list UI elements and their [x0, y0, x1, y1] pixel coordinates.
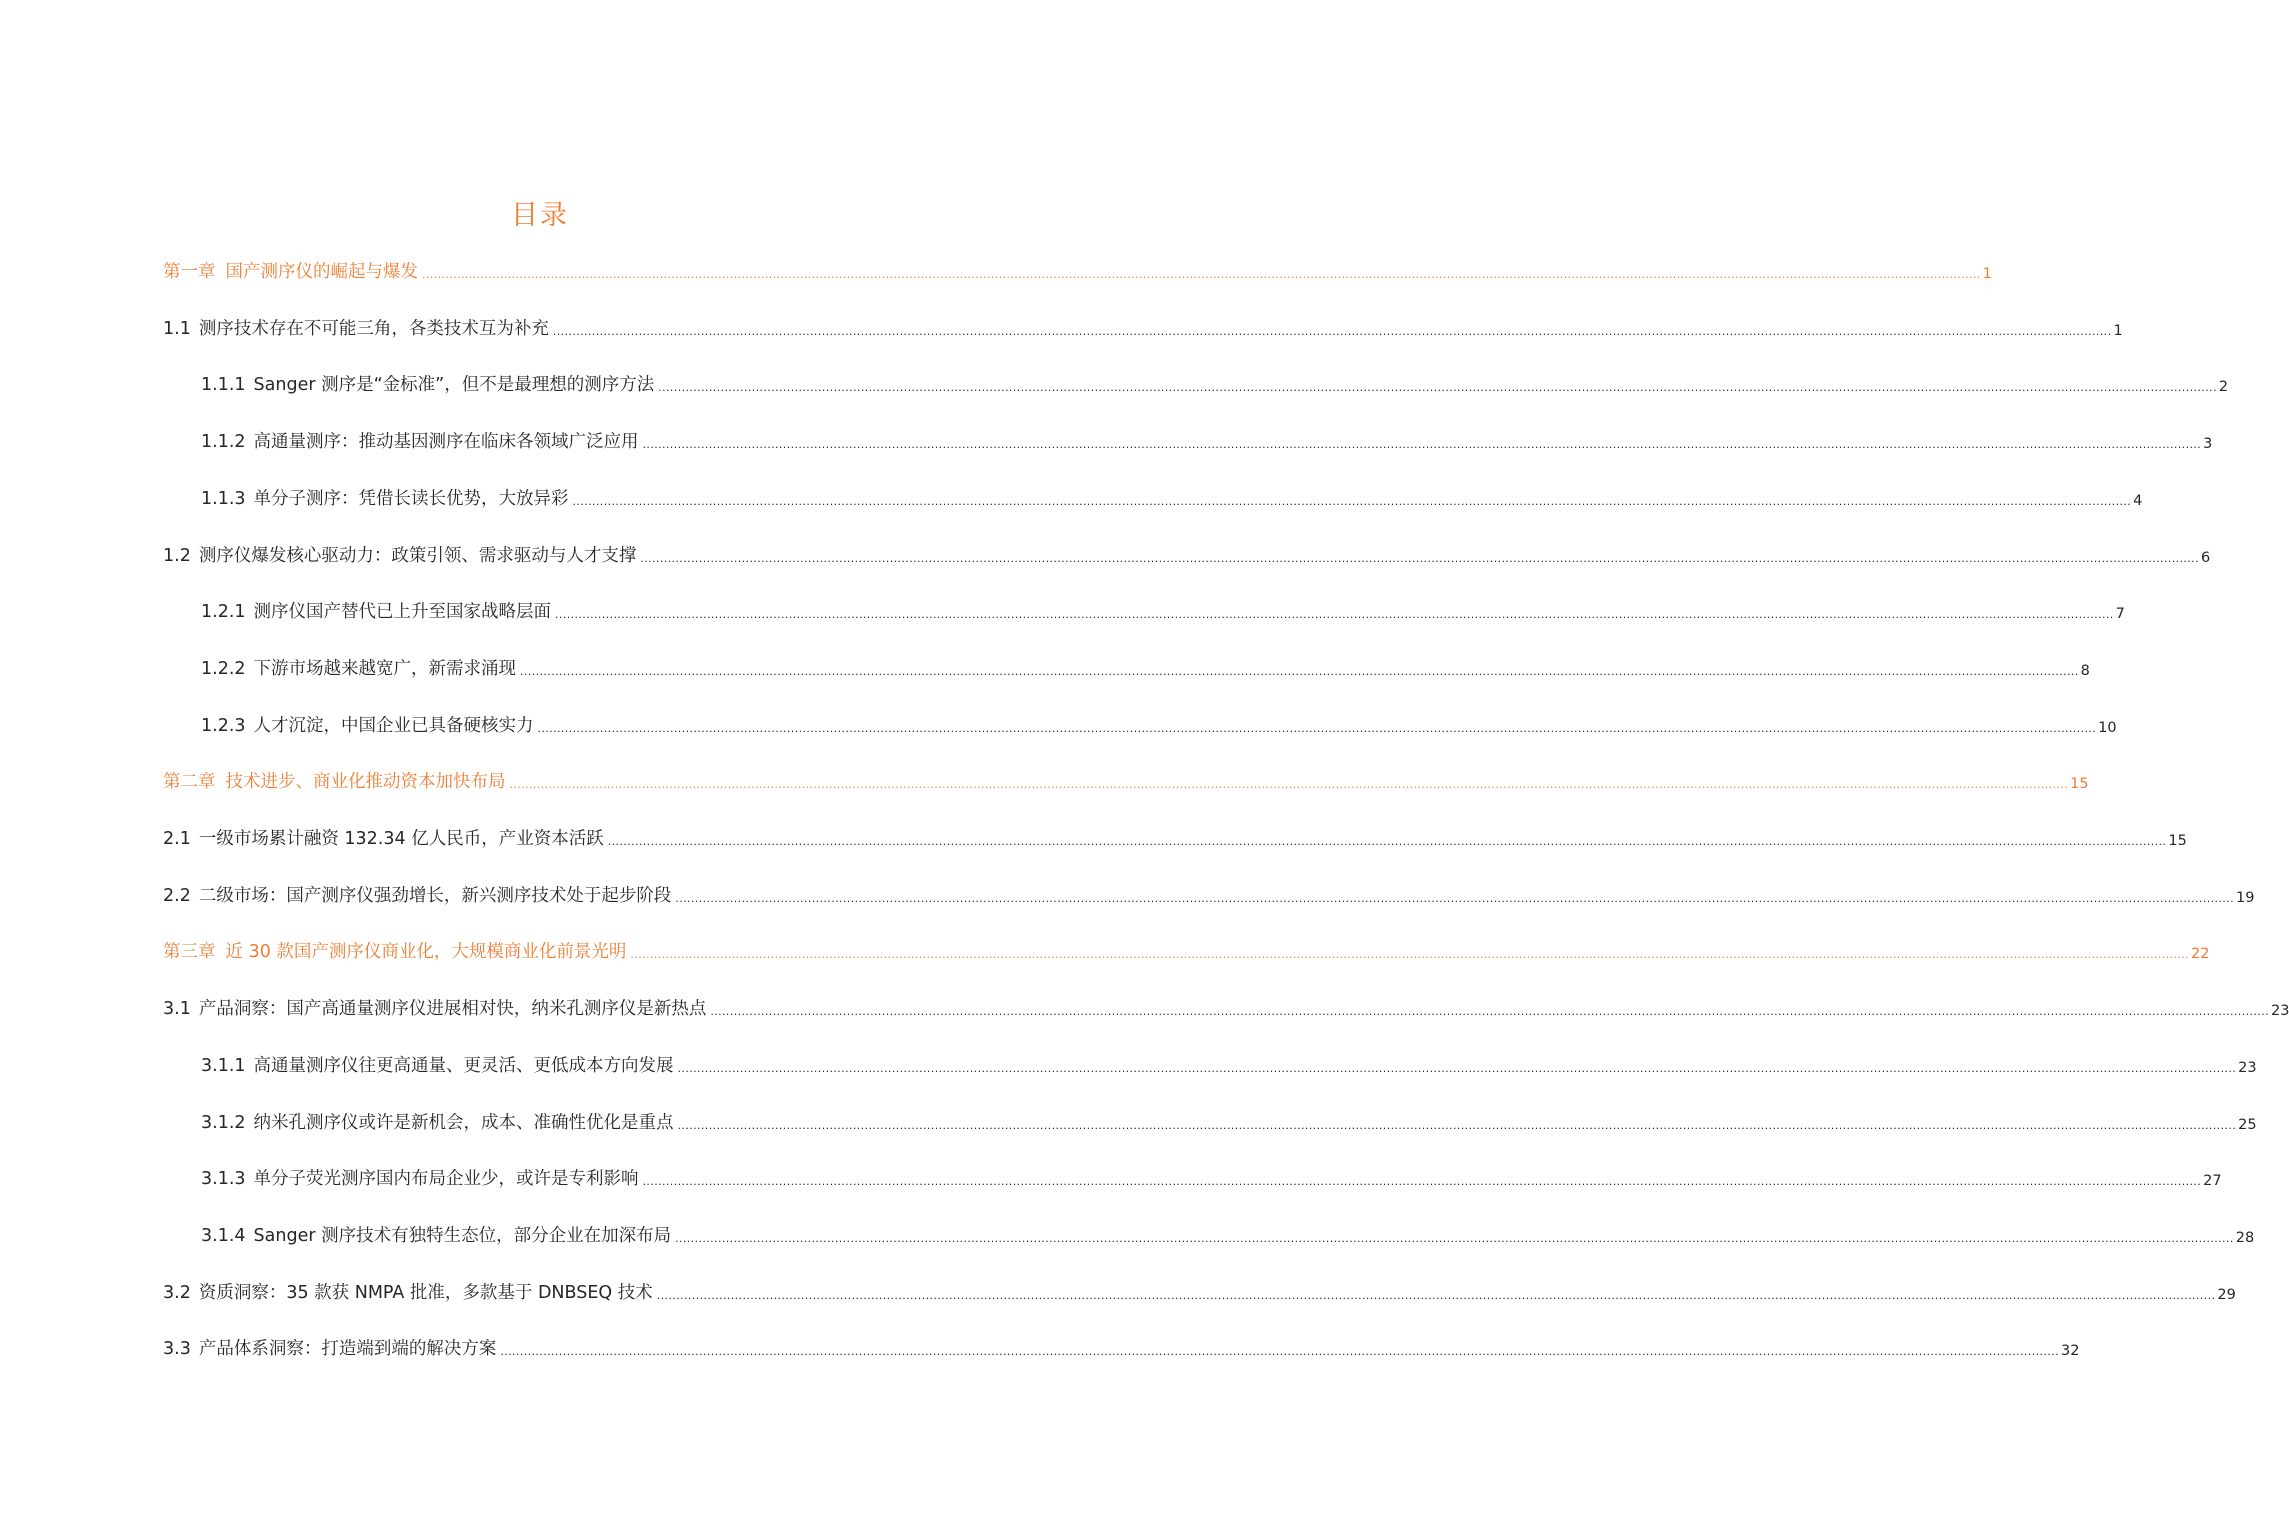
toc-entry-chapter[interactable]: [163, 257, 1992, 287]
toc-entry-text: Sanger 测序是“金标准”，但不是最理想的测序方法: [253, 375, 655, 396]
toc-page-number: 3: [2203, 436, 2213, 453]
toc-entry-number: 第三章: [163, 942, 216, 963]
toc-entry-text: 二级市场：国产测序仪强劲增长，新兴测序技术处于起步阶段: [198, 885, 672, 906]
toc-entry-text: 高通量测序仪往更高通量、更灵活、更低成本方向发展: [253, 1055, 674, 1076]
toc-title: 目录: [511, 200, 569, 231]
toc-dot-leader: ................................................................................................................................................................................................................................................................................................................................................................................................................: [658, 381, 2217, 395]
toc-entry-label: [163, 314, 549, 344]
toc-dot-leader: ................................................................................................................................................................................................................................................................................................................................................................................................................: [656, 1288, 2216, 1302]
toc-entry-text: Sanger 测序技术有独特生态位，部分企业在加深布局: [253, 1225, 672, 1246]
toc-dot-leader: ................................................................................................................................................................................................................................................................................................................................................................................................................: [422, 268, 1981, 281]
toc-entry-section[interactable]: [163, 994, 2289, 1024]
toc-entry-text: 高通量测序：推动基因测序在临床各领域广泛应用: [253, 432, 639, 453]
toc-page-number: 28: [2235, 1229, 2255, 1246]
toc-entry-text: 人才沉淀，中国企业已具备硬核实力: [253, 715, 534, 736]
toc-entry-text: 技术进步、商业化推动资本加快布局: [225, 772, 506, 793]
toc-page-number: 27: [2203, 1173, 2222, 1190]
toc-entry-text: 单分子测序：凭借长读长优势，大放异彩: [253, 488, 569, 509]
toc-entry-number: 1.1.3: [201, 488, 246, 509]
toc-entry-label: [163, 824, 604, 854]
toc-dot-leader: ................................................................................................................................................................................................................................................................................................................................................................................................................: [572, 494, 2132, 508]
toc-entry-number: 3.1.1: [201, 1055, 246, 1076]
toc-dot-leader: ................................................................................................................................................................................................................................................................................................................................................................................................................: [677, 1061, 2237, 1075]
toc-page-number: 10: [2098, 719, 2117, 736]
toc-page-number: 23: [2270, 1003, 2289, 1020]
toc-page-number: 23: [2238, 1059, 2257, 1076]
toc-dot-leader: ................................................................................................................................................................................................................................................................................................................................................................................................................: [509, 778, 2069, 792]
toc-entry-number: 2.2: [163, 885, 191, 906]
toc-dot-leader: ................................................................................................................................................................................................................................................................................................................................................................................................................: [640, 551, 2199, 565]
toc-entry-subsection[interactable]: [201, 1221, 2255, 1251]
toc-dot-leader: ................................................................................................................................................................................................................................................................................................................................................................................................................: [537, 721, 2097, 735]
toc-entry-text: 产品洞察：国产高通量测序仪进展相对快，纳米孔测序仪是新热点: [198, 999, 707, 1020]
toc-entry-subsection[interactable]: [201, 1108, 2257, 1138]
toc-entry-section[interactable]: [163, 881, 2255, 911]
toc-entry-label: [201, 597, 551, 627]
toc-entry-subsection[interactable]: [201, 711, 2117, 741]
toc-entry-section[interactable]: [163, 541, 2211, 571]
toc-entry-section[interactable]: [163, 1334, 2080, 1364]
toc-entry-label: [201, 370, 654, 400]
toc-page-number: 1: [2113, 322, 2123, 339]
toc-entry-label: [201, 654, 516, 684]
toc-dot-leader: ................................................................................................................................................................................................................................................................................................................................................................................................................: [677, 1118, 2237, 1132]
toc-entry-number: 3.1: [163, 999, 191, 1020]
toc-entry-number: 1.2.1: [201, 602, 246, 623]
toc-entry-text: 测序仪爆发核心驱动力：政策引领、需求驱动与人才支撑: [198, 545, 637, 566]
toc-entry-number: 1.2.3: [201, 715, 246, 736]
toc-entry-text: 单分子荧光测序国内布局企业少，或许是专利影响: [253, 1169, 639, 1190]
toc-entry-text: 产品体系洞察：打造端到端的解决方案: [198, 1339, 497, 1360]
toc-entry-text: 测序技术存在不可能三角，各类技术互为补充: [198, 318, 549, 339]
toc-entry-text: 国产测序仪的崛起与爆发: [225, 262, 418, 282]
toc-dot-leader: ................................................................................................................................................................................................................................................................................................................................................................................................................: [500, 1345, 2059, 1359]
toc-entry-label: [201, 484, 569, 514]
toc-entry-label: [201, 711, 534, 741]
toc-entry-text: 测序仪国产替代已上升至国家战略层面: [253, 602, 552, 623]
toc-entry-label: [201, 1164, 639, 1194]
toc-entry-section[interactable]: [163, 314, 2123, 344]
toc-entry-number: 3.3: [163, 1339, 191, 1360]
toc-entry-number: 1.2.2: [201, 658, 246, 679]
toc-entry-number: 3.1.2: [201, 1112, 246, 1133]
toc-entry-section[interactable]: [163, 824, 2187, 854]
toc-dot-leader: ................................................................................................................................................................................................................................................................................................................................................................................................................: [675, 1231, 2234, 1245]
toc-entry-label: [163, 994, 706, 1024]
toc-entry-label: [163, 937, 626, 967]
toc-entry-number: 3.1.3: [201, 1169, 246, 1190]
toc-page-number: 8: [2080, 662, 2090, 679]
toc-page-number: 25: [2238, 1116, 2257, 1133]
toc-entry-label: [201, 1108, 674, 1138]
toc-page-number: 15: [2168, 833, 2187, 849]
toc-dot-leader: ................................................................................................................................................................................................................................................................................................................................................................................................................: [642, 1175, 2202, 1189]
toc-dot-leader: ................................................................................................................................................................................................................................................................................................................................................................................................................: [520, 664, 2079, 678]
toc-entry-label: [163, 257, 418, 287]
toc-entry-label: [163, 1278, 653, 1308]
toc-entry-label: [201, 1051, 674, 1081]
toc-entry-label: [163, 767, 506, 797]
toc-entry-number: 3.1.4: [201, 1225, 246, 1246]
toc-page-number: 1: [1982, 266, 1992, 282]
toc-entry-label: [163, 1334, 496, 1364]
toc-entry-text: 资质洞察：35 款获 NMPA 批准，多款基于 DNBSEQ 技术: [198, 1282, 653, 1303]
toc-entry-subsection[interactable]: [201, 1164, 2222, 1194]
toc-entry-number: 2.1: [163, 829, 191, 849]
toc-page-number: 19: [2235, 889, 2255, 906]
toc-page-number: 4: [2133, 492, 2143, 509]
toc-entry-chapter[interactable]: [163, 937, 2210, 967]
toc-entry-number: 第二章: [163, 772, 216, 793]
toc-page-number: 29: [2217, 1286, 2236, 1303]
toc-entry-text: 近 30 款国产测序仪商业化，大规模商业化前景光明: [225, 942, 627, 963]
toc-dot-leader: ................................................................................................................................................................................................................................................................................................................................................................................................................: [710, 1005, 2269, 1019]
toc-entry-number: 1.1: [163, 318, 191, 339]
toc-entry-subsection[interactable]: [201, 427, 2213, 457]
toc-entry-text: 一级市场累计融资 132.34 亿人民币，产业资本活跃: [198, 829, 604, 849]
toc-entry-text: 下游市场越来越宽广，新需求涌现: [253, 658, 517, 679]
toc-entry-section[interactable]: [163, 1278, 2236, 1308]
toc-entry-subsection[interactable]: [201, 370, 2229, 400]
toc-page-number: 6: [2200, 549, 2211, 566]
toc-page-number: 2: [2218, 379, 2229, 396]
toc-entry-subsection[interactable]: [201, 1051, 2257, 1081]
toc-entry-chapter[interactable]: [163, 767, 2089, 797]
toc-entry-subsection[interactable]: [201, 484, 2143, 514]
toc-page-number: 32: [2060, 1343, 2080, 1360]
toc-entry-label: [201, 427, 639, 457]
toc-dot-leader: ................................................................................................................................................................................................................................................................................................................................................................................................................: [607, 835, 2167, 848]
toc-page-number: 15: [2070, 776, 2089, 793]
toc-entry-number: 1.1.1: [201, 375, 246, 396]
toc-entry-text: 纳米孔测序仪或许是新机会，成本、准确性优化是重点: [253, 1112, 674, 1133]
toc-dot-leader: ................................................................................................................................................................................................................................................................................................................................................................................................................: [552, 324, 2112, 338]
toc-entry-label: [201, 1221, 671, 1251]
toc-entry-label: [163, 541, 636, 571]
toc-dot-leader: ................................................................................................................................................................................................................................................................................................................................................................................................................: [555, 608, 2114, 622]
toc-entry-number: 1.2: [163, 545, 191, 566]
toc-entry-subsection[interactable]: [201, 654, 2090, 684]
toc-entry-subsection[interactable]: [201, 597, 2125, 627]
toc-entry-number: 3.2: [163, 1282, 191, 1303]
toc-dot-leader: ................................................................................................................................................................................................................................................................................................................................................................................................................: [630, 948, 2190, 962]
toc-entry-number: 第一章: [163, 262, 216, 282]
toc-page-number: 7: [2115, 606, 2125, 623]
toc-page-number: 22: [2191, 946, 2210, 963]
toc-dot-leader: ................................................................................................................................................................................................................................................................................................................................................................................................................: [675, 891, 2234, 905]
toc-entry-number: 1.1.2: [201, 432, 246, 453]
toc-entry-label: [163, 881, 671, 911]
toc-dot-leader: ................................................................................................................................................................................................................................................................................................................................................................................................................: [642, 438, 2202, 452]
